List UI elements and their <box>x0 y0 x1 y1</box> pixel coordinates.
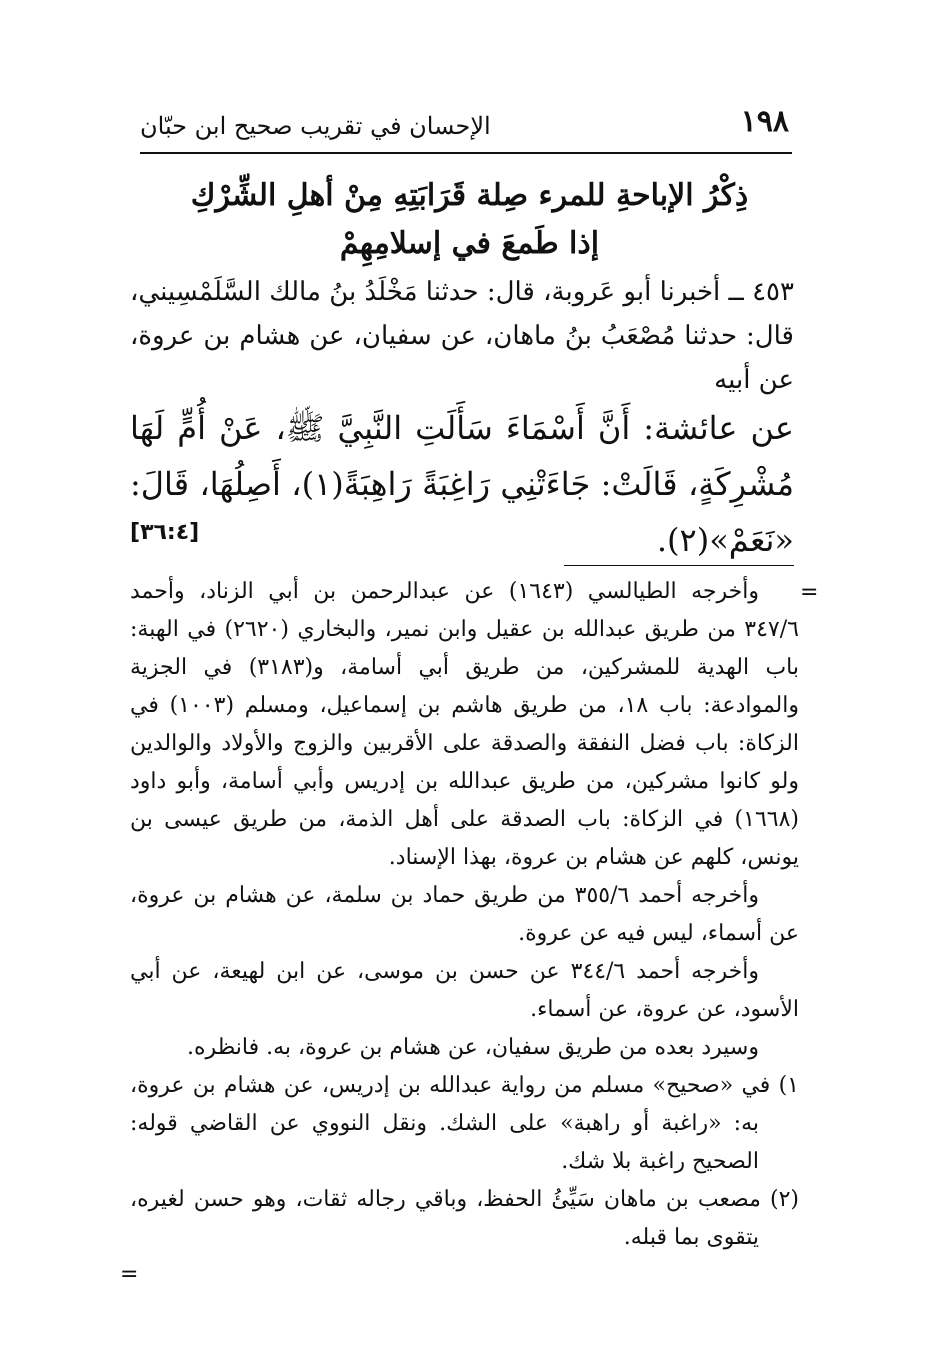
footnotes <box>130 573 799 1257</box>
footnote-paragraph: وأخرجه أحمد ٣٥٥/٦ من طريق حماد بن سلمة، عن هشام بن عروة، عن أسماء، ليس فيه عن عروة. <box>130 883 799 946</box>
header-divider <box>140 152 792 154</box>
chapter-title-line-2: إذا طَمعَ في إسلامِهِمْ <box>339 226 600 261</box>
footnote-paragraph: وأخرجه أحمد ٣٤٤/٦ عن حسن بن موسى، عن ابن لهيعة، عن أبي الأسود، عن عروة، عن أسماء. <box>130 959 799 1022</box>
footnote-paragraph: وأخرجه الطيالسي (١٦٤٣) عن عبدالرحمن بن أبي الزناد، وأحمد ٣٤٧/٦ من طريق عبدالله بن عقيل وابن نمير، والبخاري (٢٦٢٠) في الهبة: باب الهدية للمشركين، من طريق أبي أسامة، و(٣١٨٣) في الجزية والموادعة: باب ١٨، من طريق هاشم بن إسماعيل، ومسلم (١٠٠٣) في الزكاة: باب فضل النفقة والصدقة على الأقربين والزوج والأولاد والوالدين ولو كانوا مشركين، من طريق عبدالله بن إدريس وأبي أسامة، وأبو داود (١٦٦٨) في الزكاة: باب الصدقة على أهل الذمة، من طريق عيسى بن يونس، كلهم عن هشام بن عروة، بهذا الإسناد. <box>130 579 799 870</box>
end-continuation-marker: = <box>120 1262 139 1287</box>
footnote-paragraph: وسيرد بعده من طريق سفيان، عن هشام بن عروة، به. فانظره. <box>187 1035 759 1060</box>
footnote-1: ١) في «صحيح» مسلم من رواية عبدالله بن إدريس، عن هشام بن عروة، به: «راغبة أو راهبة» على الشك. ونقل النووي عن القاضي قوله: الصحيح راغبة بلا شك. <box>130 1073 799 1174</box>
footnote-2: (٢) مصعب بن ماهان سَيِّئُ الحفظ، وباقي رجاله ثقات، وهو حسن لغيره، يتقوى بما قبله. <box>130 1187 799 1250</box>
chapter-title-line-1: ذِكْرُ الإباحةِ للمرء صِلة قَرَابَتِهِ مِنْ أهلِ الشِّرْكِ <box>190 178 749 213</box>
footnote-divider <box>564 565 794 566</box>
hadith-matn: عن عائشة: أَنَّ أَسْمَاءَ سَأَلَتِ النَّبِيَّ ﷺ، عَنْ أُمٍّ لَهَا مُشْرِكَةٍ، قَالَتْ: جَاءَتْنِي رَاغِبَةً رَاهِبَةً(١)، أَصِلُهَا، قَالَ: «نَعَمْ»(٢). <box>130 409 795 559</box>
continuation-marker: = <box>800 580 819 605</box>
hadith-reference: [٣٦:٤] <box>130 520 200 545</box>
hadith-isnad: ٤٥٣ ــ أخبرنا أبو عَروبة، قال: حدثنا مَخْلَدُ بنُ مالك السَّلَمْسِيني، قال: حدثنا مُصْعَبُ بنُ ماهان، عن سفيان، عن هشام بن عروة، عن أبيه <box>130 277 794 395</box>
page-number: ١٩٨ <box>740 104 789 139</box>
running-header-title: الإحسان في تقريب صحيح ابن حبّان <box>140 112 491 140</box>
